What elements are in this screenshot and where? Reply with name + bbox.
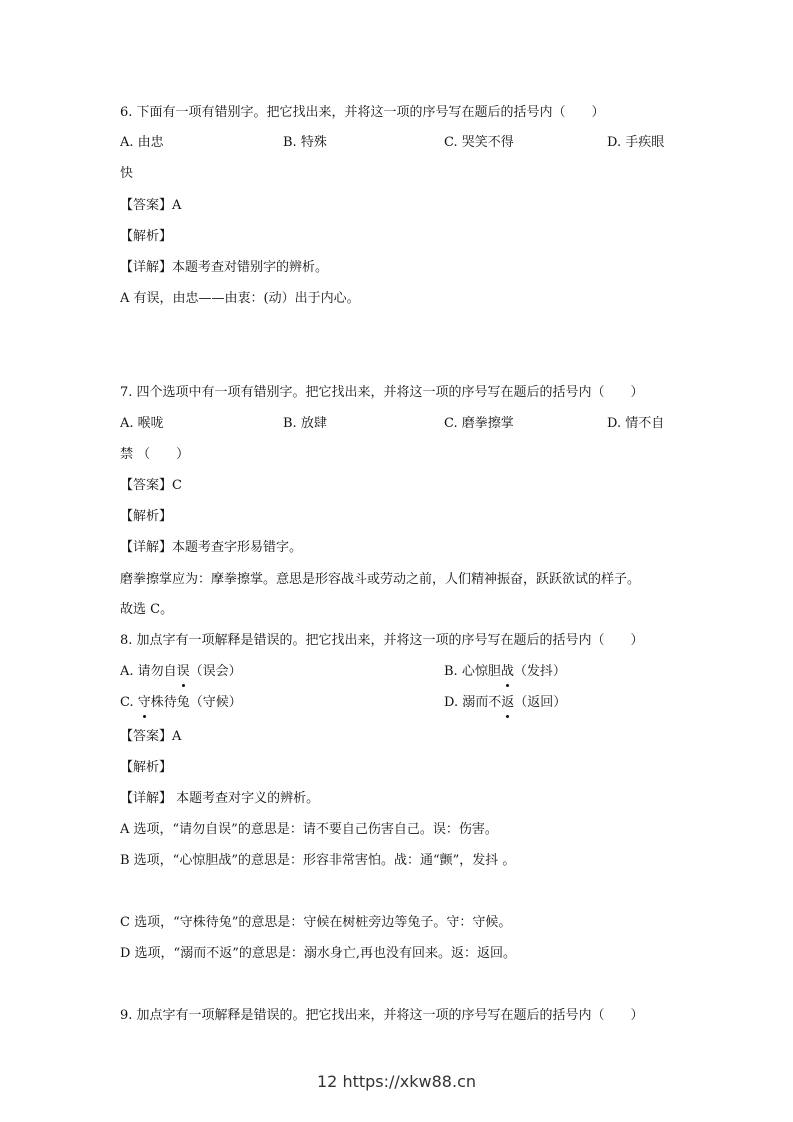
q8-explanation-a: A 选项，“请勿自误”的意思是：请不要自己伤害自己。误：伤害。 — [120, 822, 498, 837]
q6-analysis-heading: 【解析】 — [120, 229, 173, 244]
q7-option-a: A. 喉咙 — [120, 416, 164, 431]
q8-explanation-c: C 选项，“守株待兔”的意思是：守候在树桩旁边等兔子。守：守候。 — [120, 915, 512, 930]
q9-stem: 9. 加点字有一项解释是错误的。把它找出来，并将这一项的序号写在题后的括号内（ ） — [120, 1008, 644, 1023]
dotted-char: 误 — [176, 664, 190, 679]
dotted-char: 守 — [137, 695, 151, 710]
q7-option-b: B. 放肆 — [283, 416, 327, 431]
q6-answer: 【答案】A — [120, 198, 182, 213]
q8-answer: 【答案】A — [120, 729, 182, 744]
q8-explanation-b: B 选项，“心惊胆战”的意思是：形容非常害怕。战：通“颤”，发抖 。 — [120, 853, 516, 868]
q6-explanation: A 有误，由忠——由衷：(动）出于内心。 — [120, 291, 360, 306]
q7-detail: 【详解】本题考查字形易错字。 — [120, 540, 303, 555]
q8-explanation-d: D 选项，“溺而不返”的意思是：溺水身亡,再也没有回来。返：返回。 — [120, 946, 516, 961]
q7-option-d: D. 情不自 — [607, 416, 665, 431]
q6-option-c: C. 哭笑不得 — [444, 135, 514, 150]
q6-option-d-continued: 快 — [120, 166, 134, 181]
q8-option-d: D. 溺而不返（返回） — [444, 695, 567, 710]
q6-option-d: D. 手疾眼 — [607, 135, 665, 150]
q6-detail: 【详解】本题考查对错别字的辨析。 — [120, 260, 329, 275]
q8-option-c: C. 守株待兔（守候） — [120, 695, 242, 710]
q7-answer: 【答案】C — [120, 478, 182, 493]
q6-option-b: B. 特殊 — [283, 135, 327, 150]
q8-stem: 8. 加点字有一项解释是错误的。把它找出来，并将这一项的序号写在题后的括号内（ ） — [120, 633, 644, 648]
q8-option-b: B. 心惊胆战（发抖） — [444, 664, 566, 679]
q7-conclusion: 故选 C。 — [120, 602, 174, 617]
page-footer: 12 https://xkw88.cn — [317, 1072, 476, 1091]
dotted-char: 返 — [501, 695, 515, 710]
dotted-char: 战 — [500, 664, 514, 679]
q7-option-c: C. 磨拳擦掌 — [444, 416, 514, 431]
q6-stem: 6. 下面有一项有错别字。把它找出来，并将这一项的序号写在题后的括号内（ ） — [120, 105, 605, 120]
q8-analysis-heading: 【解析】 — [120, 760, 173, 775]
q8-option-a: A. 请勿自误（误会） — [120, 664, 242, 679]
q8-detail: 【详解】 本题考查对字义的辨析。 — [120, 791, 320, 806]
q7-analysis-heading: 【解析】 — [120, 509, 173, 524]
q7-option-d-continued: 禁 （ ） — [120, 447, 190, 462]
q7-explanation: 磨拳擦掌应为：摩拳擦掌。意思是形容战斗或劳动之前，人们精神振奋，跃跃欲试的样子。 — [120, 572, 641, 587]
q7-stem: 7. 四个选项中有一项有错别字。把它找出来，并将这一项的序号写在题后的括号内（ ） — [120, 385, 644, 400]
q6-option-a: A. 由忠 — [120, 135, 164, 150]
